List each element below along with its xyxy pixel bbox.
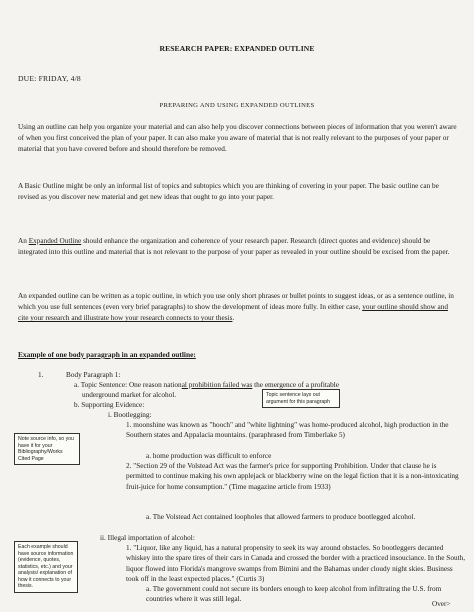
document-title: RESEARCH PAPER: EXPANDED OUTLINE xyxy=(159,44,315,53)
evidence-moonshine: 1. moonshine was known as "hooch" and "white lightning" was home-produced alcohol, high production in the Southern states and Appalacia mountains. (paraphrased from Timberlake 5) xyxy=(126,421,449,440)
topic-text-2: the emergence of a profitable xyxy=(252,381,339,389)
analysis-home-production: a. home production was difficult to enforce xyxy=(146,452,272,460)
topic-text-1: One reason nation xyxy=(128,381,182,389)
outline-number: 1. xyxy=(38,371,44,379)
supporting-evidence-label: b. Supporting Evidence: xyxy=(74,401,145,409)
p3-lead: An xyxy=(18,237,29,245)
evidence-volstead-quote: 2. "Section 29 of the Volstead Act was the farmer's price for supporting Prohibition. Under that clause he is permitted to continue making his own applejack or blackberry wine on the legal fiction that it is a non-intoxicating fruit-juice for home consumption." (Time magazine article from 1933) xyxy=(126,462,459,491)
annotation-source-info: Note source info, so you have it for your Bibliography/Works Cited Page xyxy=(14,433,80,465)
due-date: DUE: FRIDAY, 4/8 xyxy=(18,74,81,83)
paragraph-basic-outline: A Basic Outline might be only an informal list of topics and subtopics which you are thinking of covering in your paper. The basic outline can be revised as you discover new material and get new ideas that ought to go into your paper. xyxy=(18,182,439,202)
section-subtitle: PREPARING AND USING EXPANDED OUTLINES xyxy=(159,102,315,109)
paragraph-outline-types xyxy=(18,291,458,324)
analysis-volstead: a. The Volstead Act contained loopholes that allowed farmers to produce bootlegged alcohol. xyxy=(146,513,416,521)
over-indicator: Over> xyxy=(432,600,451,608)
p3-body: should enhance the organization and coherence of your research paper. Research (direct quotes and evidence) should be integrated into this outline and material that is not relevant to the purpose of your paper as revealed in your outline should be excised from the paper. xyxy=(18,237,450,257)
bootlegging-label: i. Bootlegging: xyxy=(108,411,152,419)
topic-underline: al prohibition failed was xyxy=(181,381,253,389)
illegal-importation-label: ii. Illegal importation of alcohol: xyxy=(100,534,195,542)
expanded-outline-term: Expanded Outline xyxy=(28,237,82,245)
body-paragraph-label: Body Paragraph 1: xyxy=(66,371,121,379)
example-heading: Example of one body paragraph in an expanded outline: xyxy=(18,350,196,359)
annotation-topic-sentence: Topic sentence lays out argument for this paragraph xyxy=(262,389,340,408)
paragraph-outline-intro: Using an outline can help you organize your material and can also help you discover connections between pieces of information that you weren't aware of when you first conceived the plan of your paper. It can also make you aware of material that is not really relevant to the purposes of your paper or material that you have covered before and should therefore be removed. xyxy=(18,123,457,154)
paragraph-expanded-outline xyxy=(18,236,458,258)
topic-sentence-cont: underground market for alcohol. xyxy=(82,391,177,399)
evidence-liquor-quote: 1. "Liquor, like any liquid, has a natural propensity to seek its way around obstacles. So bootleggers decanted whiskey into the spare tires of their cars in Canada and crossed the border with a practiced insouciance. In the South, liquor flowed into Florida's mangrove swamps from Bimini and the Bahamas under cloudy night skies. Business took off in the least expected places." (Curtis 3) xyxy=(126,544,466,584)
p4-lead: An expanded outline can be written as a topic outline, in which you use only short phrases or bullet points to suggest ideas, or as a sentence outline, in which you use full sentences (even very brief paragraphs) to show the development of ideas more fully. In either case, xyxy=(18,292,454,312)
topic-label: a. Topic Sentence: xyxy=(74,381,129,389)
p4-end: . xyxy=(232,314,235,323)
annotation-each-example: Each example should have source information (evidence, quotes, statistics, etc.) and your analysis/ explanation of how it connects to your thesis. xyxy=(14,541,78,593)
analysis-borders: a. The government could not secure its borders enough to keep alcohol from infiltrating the U.S. from countries where it was still legal. xyxy=(146,585,442,604)
p4-underlined: your outline should show and cite your research and illustrate how your research connects to your thesis xyxy=(18,303,448,323)
